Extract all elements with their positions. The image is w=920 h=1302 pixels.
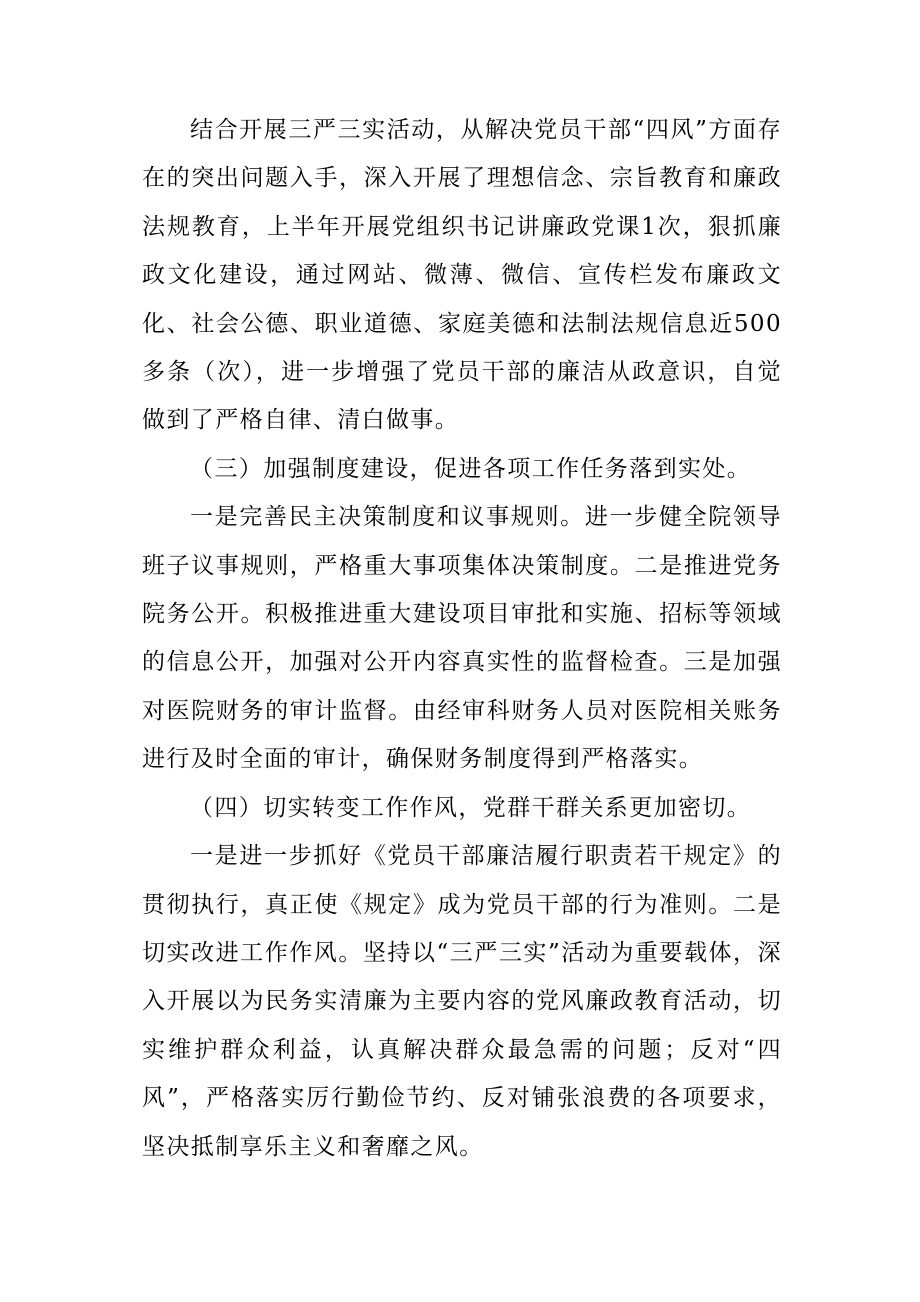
section-heading-4: （四）切实转变工作作风，党群干群关系更加密切。 [190, 794, 752, 821]
paragraph-system-building: 一是完善民主决策制度和议事规则。进一步健全院领导班子议事规则，严格重大事项集体决策制度。二是推进党务院务公开。积极推进重大建设项目审批和实施、招标等领域的信息公开，加强对公开内容真实性的监督检查。三是加强对医院财务的审计监督。由经审科财务人员对医院相关账务进行及时全面的审计，确保财务制度得到严格落实。 [142, 504, 782, 773]
section-heading-3: （三）加强制度建设，促进各项工作任务落到实处。 [190, 455, 752, 482]
paragraph-work-style: 一是进一步抓好《党员干部廉洁履行职责若干规定》的贯彻执行，真正使《规定》成为党员干部的行为准则。二是切实改进工作作风。坚持以“三严三实”活动为重要载体，深入开展以为民务实清廉为主要内容的党风廉政教育活动，切实维护群众利益，认真解决群众最急需的问题；反对“四风”，严格落实厉行勤俭节约、反对铺张浪费的各项要求，坚决抵制享乐主义和奢靡之风。 [142, 843, 782, 1160]
document-body [142, 106, 782, 1171]
paragraph-anti-corruption-education: 结合开展三严三实活动，从解决党员干部“四风”方面存在的突出问题入手，深入开展了理想信念、宗旨教育和廉政法规教育，上半年开展党组织书记讲廉政党课1次，狠抓廉政文化建设，通过网站、微薄、微信、宣传栏发布廉政文化、社会公德、职业道德、家庭美德和法制法规信息近500多条（次），进一步增强了党员干部的廉洁从政意识，自觉做到了严格自律、清白做事。 [142, 117, 782, 434]
